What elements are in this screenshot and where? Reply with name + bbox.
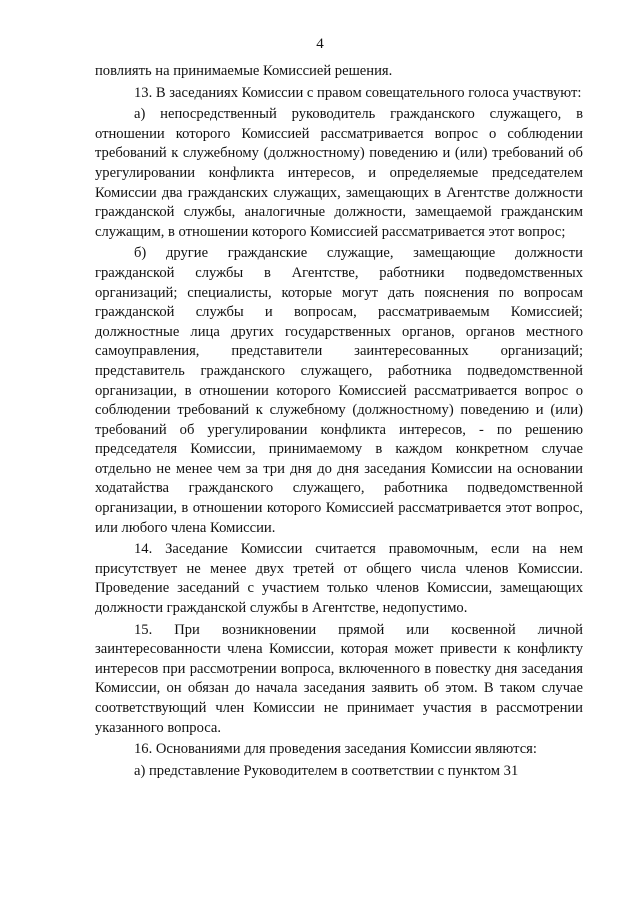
paragraph-13: 13. В заседаниях Комиссии с правом совещательного голоса участвуют:: [134, 84, 582, 101]
paragraph-14: 14. Заседание Комиссии считается правомочным, если на нем присутствует не менее двух третей от общего числа членов Комиссии. Проведение заседаний с участием только членов Комиссии, замещающих должности гражданской службы в Агентстве, недопустимо.: [95, 541, 583, 617]
document-body: [95, 62, 583, 781]
paragraph-16: 16. Основаниями для проведения заседания Комиссии являются:: [134, 741, 537, 758]
page-number: 4: [316, 36, 324, 52]
paragraph-continuation: повлиять на принимаемые Комиссией решения.: [95, 63, 393, 79]
paragraph-13b: б) другие гражданские служащие, замещающие должности гражданской службы в Агентстве, работники подведомственных организаций; специалисты, которые могут дать пояснения по вопросам гражданской службы и вопросам, рассматриваемым Комиссией; должностные лица других государственных органов, органов местного самоуправления, представители заинтересованных организаций; представитель гражданского служащего, работника подведомственной организации, в отношении которого Комиссией рассматривается вопрос о соблюдении требований к служебному (должностному) поведению и (или) требований об урегулировании конфликта интересов, - по решению председателя Комиссии, принимаемому в каждом конкретном случае отдельно не менее чем за три дня до дня заседания Комиссии на основании ходатайства гражданского служащего, работника подведомственной организации, в отношении которого Комиссией рассматривается этот вопрос, или любого члена Комиссии.: [95, 245, 583, 536]
paragraph-16a: а) представление Руководителем в соответствии с пунктом 31: [134, 762, 519, 779]
paragraph-15: 15. При возникновении прямой или косвенной личной заинтересованности члена Комиссии, которая может привести к конфликту интересов при рассмотрении вопроса, включенного в повестку дня заседания Комиссии, он обязан до начала заседания заявить об этом. В таком случае соответствующий член Комиссии не принимает участия в рассмотрении указанного вопроса.: [95, 621, 583, 736]
paragraph-13a: а) непосредственный руководитель гражданского служащего, в отношении которого Комиссией рассматривается вопрос о соблюдении требований к служебному (должностному) поведению и (или) требований об урегулировании конфликта интересов, и определяемые председателем Комиссии два гражданских служащих, замещающих в Агентстве должности гражданской службы, аналогичные должности, замещаемой гражданским служащим, в отношении которого Комиссией рассматривается этот вопрос;: [95, 106, 583, 240]
